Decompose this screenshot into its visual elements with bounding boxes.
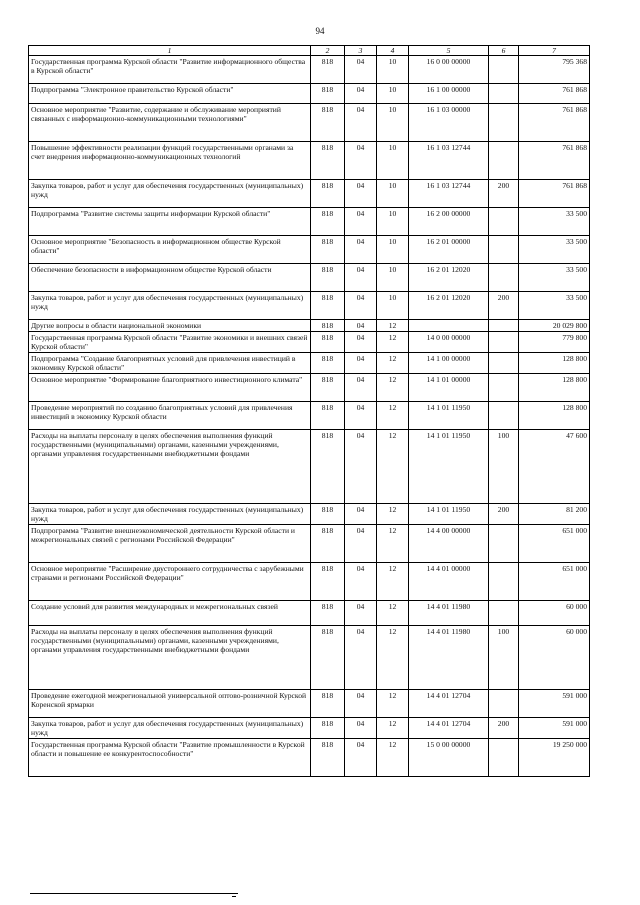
row-code: 04 [345, 320, 377, 332]
row-description: Создание условий для развития международных и межрегиональных связей [29, 601, 311, 626]
row-amount: 761 868 [519, 142, 590, 180]
table-row [29, 563, 590, 601]
row-amount: 20 029 800 [519, 320, 590, 332]
table-row [29, 142, 590, 180]
row-code: 818 [311, 374, 345, 402]
row-code: 16 1 03 12744 [409, 142, 489, 180]
row-code: 12 [377, 374, 409, 402]
row-description: Государственная программа Курской области "Развитие информационного общества в Курской области" [29, 56, 311, 84]
row-code: 12 [377, 402, 409, 430]
row-code [489, 563, 519, 601]
row-code: 04 [345, 264, 377, 292]
row-code: 200 [489, 180, 519, 208]
row-code: 16 1 03 12744 [409, 180, 489, 208]
row-code: 200 [489, 718, 519, 739]
row-code: 100 [489, 626, 519, 690]
row-description: Расходы на выплаты персоналу в целях обеспечения выполнения функций государственными (муниципальными) органами, казенными учреждениями, органами управления государственными внебюджетными фондами [29, 430, 311, 504]
row-code: 818 [311, 626, 345, 690]
table-row [29, 236, 590, 264]
row-code [409, 320, 489, 332]
row-amount: 33 500 [519, 264, 590, 292]
row-description: Основное мероприятие "Формирование благоприятного инвестиционного климата" [29, 374, 311, 402]
row-description: Закупка товаров, работ и услуг для обеспечения государственных (муниципальных) нужд [29, 292, 311, 320]
row-code: 14 1 01 11950 [409, 504, 489, 525]
row-description: Подпрограмма "Развитие внешнеэкономической деятельности Курской области и межрегиональных связей с регионами Российской Федерации" [29, 525, 311, 563]
row-code: 12 [377, 332, 409, 353]
row-code: 16 2 01 12020 [409, 264, 489, 292]
table-body [29, 56, 590, 777]
row-description: Основное мероприятие "Безопасность в информационном обществе Курской области" [29, 236, 311, 264]
row-code [489, 332, 519, 353]
row-description: Обеспечение безопасности в информационном обществе Курской области [29, 264, 311, 292]
row-code: 04 [345, 563, 377, 601]
row-amount: 128 800 [519, 353, 590, 374]
column-header: 3 [345, 46, 377, 56]
row-code: 818 [311, 142, 345, 180]
column-header: 6 [489, 46, 519, 56]
row-code: 818 [311, 601, 345, 626]
budget-table [28, 45, 590, 777]
row-code [489, 353, 519, 374]
table-row [29, 525, 590, 563]
row-code: 14 1 01 00000 [409, 374, 489, 402]
row-code [489, 208, 519, 236]
row-code: 04 [345, 208, 377, 236]
row-code [489, 236, 519, 264]
row-amount: 33 500 [519, 236, 590, 264]
table-row [29, 504, 590, 525]
row-code: 10 [377, 264, 409, 292]
row-description: Другие вопросы в области национальной экономики [29, 320, 311, 332]
row-amount: 128 800 [519, 374, 590, 402]
column-header: 2 [311, 46, 345, 56]
row-code: 14 0 00 00000 [409, 332, 489, 353]
row-code: 818 [311, 104, 345, 142]
row-code: 14 4 01 11980 [409, 601, 489, 626]
row-code [489, 601, 519, 626]
row-code: 15 0 00 00000 [409, 739, 489, 777]
row-code: 14 1 01 11950 [409, 402, 489, 430]
row-code [489, 690, 519, 718]
row-code: 10 [377, 208, 409, 236]
row-amount: 591 000 [519, 690, 590, 718]
column-header: 4 [377, 46, 409, 56]
row-code: 818 [311, 718, 345, 739]
row-code: 12 [377, 430, 409, 504]
row-code: 04 [345, 84, 377, 104]
row-code [489, 56, 519, 84]
row-description: Расходы на выплаты персоналу в целях обеспечения выполнения функций государственными (муниципальными) органами, казенными учреждениями, органами управления государственными внебюджетными фондами [29, 626, 311, 690]
row-code: 04 [345, 525, 377, 563]
row-code: 16 2 00 00000 [409, 208, 489, 236]
row-description: Основное мероприятие "Расширение двустороннего сотрудничества с зарубежными странами и регионами Российской Федерации" [29, 563, 311, 601]
row-description: Закупка товаров, работ и услуг для обеспечения государственных (муниципальных) нужд [29, 504, 311, 525]
row-description: Подпрограмма "Создание благоприятных условий для привлечения инвестиций в экономику Курской области" [29, 353, 311, 374]
row-amount: 47 600 [519, 430, 590, 504]
row-description: Подпрограмма "Развитие системы защиты информации Курской области" [29, 208, 311, 236]
row-code: 16 1 03 00000 [409, 104, 489, 142]
row-code: 12 [377, 601, 409, 626]
row-amount: 19 250 000 [519, 739, 590, 777]
row-code: 818 [311, 563, 345, 601]
row-code: 04 [345, 332, 377, 353]
row-code: 04 [345, 353, 377, 374]
table-row [29, 626, 590, 690]
table-row [29, 353, 590, 374]
row-code: 04 [345, 236, 377, 264]
row-code: 818 [311, 264, 345, 292]
row-code: 12 [377, 504, 409, 525]
row-code: 818 [311, 739, 345, 777]
row-code: 04 [345, 142, 377, 180]
row-code: 14 4 01 12704 [409, 718, 489, 739]
table-row [29, 84, 590, 104]
table-row [29, 601, 590, 626]
row-code: 100 [489, 430, 519, 504]
row-description: Закупка товаров, работ и услуг для обеспечения государственных (муниципальных) нужд [29, 180, 311, 208]
row-code: 14 4 01 12704 [409, 690, 489, 718]
row-description: Повышение эффективности реализации функций государственными органами за счет внедрения информационно-коммуникационных технологий [29, 142, 311, 180]
row-code [489, 142, 519, 180]
table-row [29, 718, 590, 739]
row-code: 12 [377, 563, 409, 601]
row-code: 10 [377, 236, 409, 264]
row-amount: 651 000 [519, 563, 590, 601]
row-code: 04 [345, 718, 377, 739]
row-code: 818 [311, 56, 345, 84]
row-code: 818 [311, 320, 345, 332]
row-code: 818 [311, 402, 345, 430]
row-amount: 33 500 [519, 292, 590, 320]
row-code: 818 [311, 236, 345, 264]
row-code: 14 4 00 00000 [409, 525, 489, 563]
table-row [29, 56, 590, 84]
row-code: 04 [345, 504, 377, 525]
table-row [29, 332, 590, 353]
row-code: 200 [489, 292, 519, 320]
row-amount: 779 800 [519, 332, 590, 353]
row-description: Проведение мероприятий по созданию благоприятных условий для привлечения инвестиций в экономику Курской области [29, 402, 311, 430]
row-code: 10 [377, 84, 409, 104]
row-code: 818 [311, 84, 345, 104]
row-amount: 128 800 [519, 402, 590, 430]
row-code [489, 402, 519, 430]
row-code: 16 2 01 12020 [409, 292, 489, 320]
row-code [489, 84, 519, 104]
column-header: 5 [409, 46, 489, 56]
row-code: 818 [311, 690, 345, 718]
row-code: 12 [377, 320, 409, 332]
row-code [489, 104, 519, 142]
row-amount: 761 868 [519, 104, 590, 142]
row-code: 12 [377, 353, 409, 374]
row-code: 12 [377, 690, 409, 718]
row-code: 818 [311, 292, 345, 320]
table-row [29, 180, 590, 208]
row-code: 10 [377, 142, 409, 180]
page-number: 94 [315, 26, 325, 36]
row-code: 04 [345, 180, 377, 208]
row-amount: 761 868 [519, 180, 590, 208]
table-row [29, 264, 590, 292]
row-code: 04 [345, 430, 377, 504]
table-row [29, 320, 590, 332]
column-header: 1 [29, 46, 311, 56]
table-row [29, 104, 590, 142]
row-code: 04 [345, 56, 377, 84]
row-code [489, 264, 519, 292]
row-code: 16 2 01 00000 [409, 236, 489, 264]
row-code: 16 0 00 00000 [409, 56, 489, 84]
row-code: 818 [311, 208, 345, 236]
row-description: Проведение ежегодной межрегиональной универсальной оптово-розничной Курской Коренской ярмарки [29, 690, 311, 718]
table-row [29, 208, 590, 236]
row-code: 200 [489, 504, 519, 525]
table-row [29, 374, 590, 402]
row-code: 14 1 00 00000 [409, 353, 489, 374]
table-header-row [29, 46, 590, 56]
row-amount: 795 368 [519, 56, 590, 84]
row-code [489, 739, 519, 777]
row-code: 818 [311, 430, 345, 504]
row-code: 04 [345, 292, 377, 320]
table-row [29, 292, 590, 320]
row-code: 04 [345, 104, 377, 142]
row-code: 14 4 01 11980 [409, 626, 489, 690]
row-code [489, 525, 519, 563]
row-code: 10 [377, 56, 409, 84]
column-header: 7 [519, 46, 590, 56]
row-code: 818 [311, 504, 345, 525]
row-code: 12 [377, 626, 409, 690]
footnote-divider [30, 893, 238, 894]
row-code: 818 [311, 353, 345, 374]
row-code: 14 1 01 11950 [409, 430, 489, 504]
row-description: Подпрограмма "Электронное правительство Курской области" [29, 84, 311, 104]
row-description: Государственная программа Курской области "Развитие экономики и внешних связей Курской области" [29, 332, 311, 353]
row-code: 04 [345, 374, 377, 402]
table-row [29, 430, 590, 504]
row-description: Государственная программа Курской области "Развитие промышленности в Курской области и повышение ее конкурентоспособности" [29, 739, 311, 777]
table-row [29, 739, 590, 777]
row-amount: 81 200 [519, 504, 590, 525]
row-code: 10 [377, 292, 409, 320]
row-amount: 651 000 [519, 525, 590, 563]
row-code: 04 [345, 690, 377, 718]
row-code: 04 [345, 601, 377, 626]
row-code [489, 320, 519, 332]
row-code: 10 [377, 104, 409, 142]
row-code: 818 [311, 332, 345, 353]
row-amount: 33 500 [519, 208, 590, 236]
footnote-mark [232, 896, 236, 897]
row-code: 12 [377, 525, 409, 563]
table-row [29, 402, 590, 430]
row-code: 818 [311, 180, 345, 208]
row-code: 818 [311, 525, 345, 563]
row-code [489, 374, 519, 402]
row-code: 04 [345, 739, 377, 777]
row-code: 10 [377, 180, 409, 208]
row-amount: 761 868 [519, 84, 590, 104]
row-code: 04 [345, 402, 377, 430]
table-row [29, 690, 590, 718]
row-code: 16 1 00 00000 [409, 84, 489, 104]
row-description: Основное мероприятие "Развитие, содержание и обслуживание мероприятий связанных с информационно-коммуникационными технологиями" [29, 104, 311, 142]
row-code: 14 4 01 00000 [409, 563, 489, 601]
row-amount: 591 000 [519, 718, 590, 739]
row-description: Закупка товаров, работ и услуг для обеспечения государственных (муниципальных) нужд [29, 718, 311, 739]
row-amount: 60 000 [519, 601, 590, 626]
row-amount: 60 000 [519, 626, 590, 690]
row-code: 12 [377, 718, 409, 739]
row-code: 04 [345, 626, 377, 690]
row-code: 12 [377, 739, 409, 777]
